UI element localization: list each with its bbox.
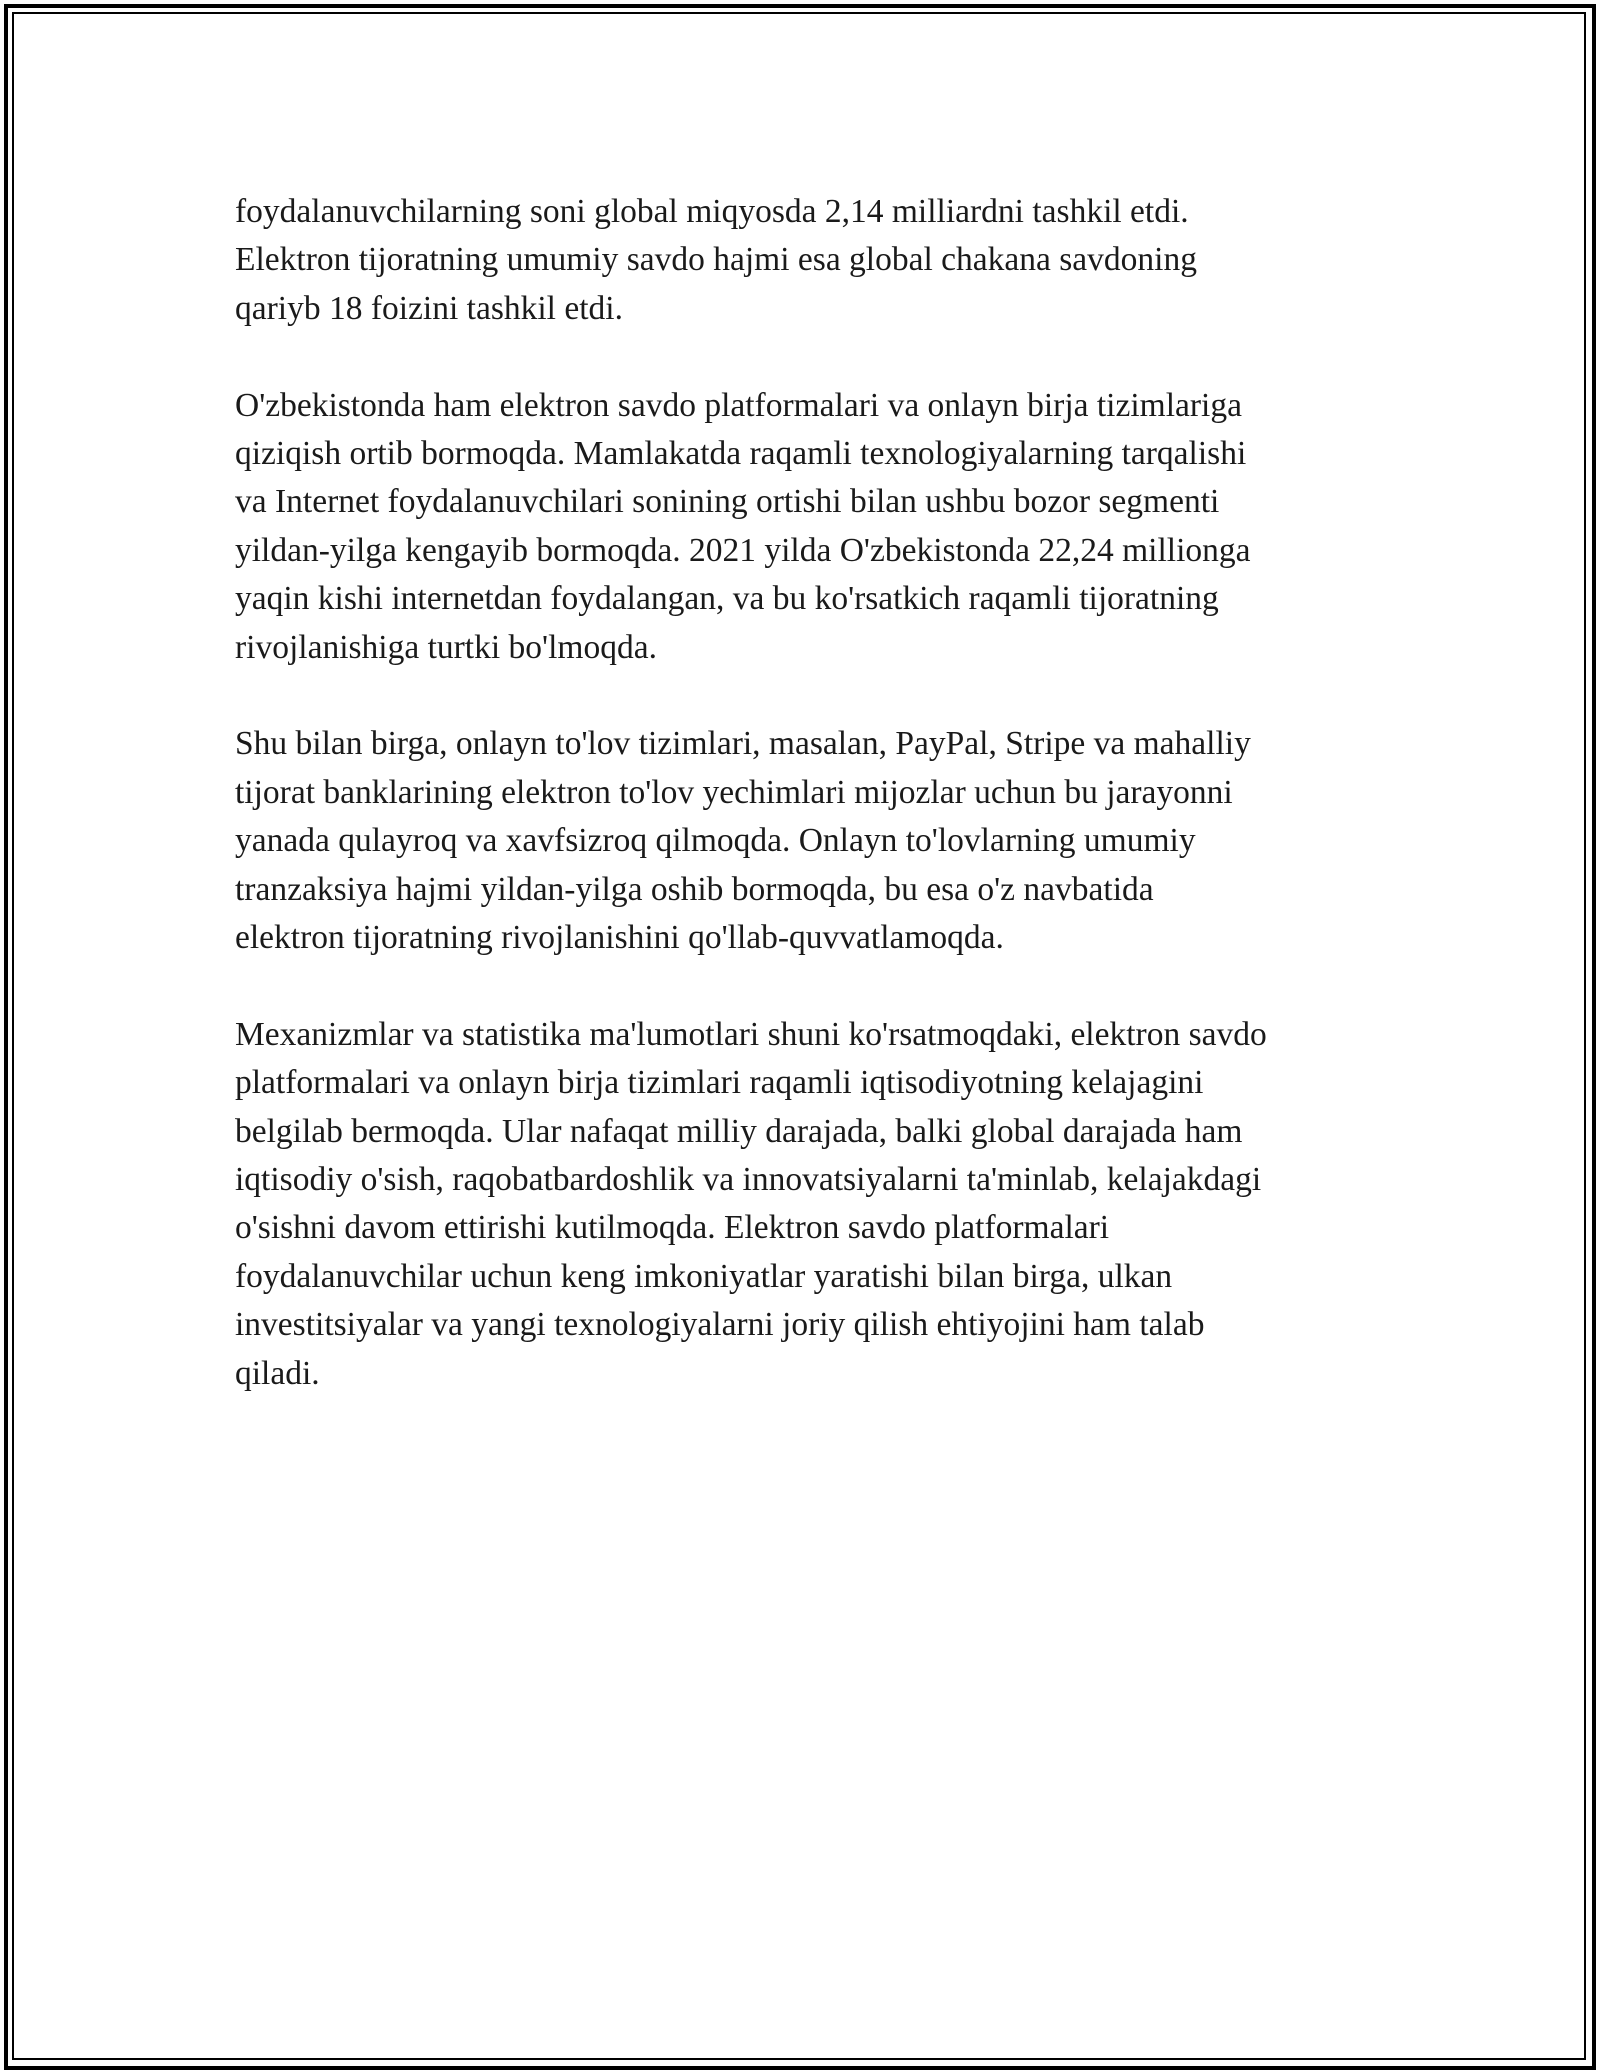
paragraph-2	[235, 382, 1375, 672]
text-line: tranzaksiya hajmi yildan-yilga oshib bormoqda, bu esa o'z navbatida	[235, 870, 1154, 908]
text-line: yaqin kishi internetdan foydalangan, va bu ko'rsatkich raqamli tijoratning	[235, 580, 1219, 618]
text-line: rivojlanishiga turtki bo'lmoqda.	[235, 628, 657, 666]
text-line: qariyb 18 foizini tashkil etdi.	[235, 289, 623, 327]
text-line: foydalanuvchilarning soni global miqyosda 2,14 milliardni tashkil etdi.	[235, 193, 1189, 230]
text-line: tijorat banklarining elektron to'lov yechimlari mijozlar uchun bu jarayonni	[235, 773, 1233, 811]
text-line: qiladi.	[235, 1354, 320, 1392]
text-line: qiziqish ortib bormoqda. Mamlakatda raqamli texnologiyalarning tarqalishi	[235, 435, 1247, 473]
paragraph-3	[235, 720, 1375, 962]
document-body	[235, 188, 1375, 1447]
text-line: o'sishni davom ettirishi kutilmoqda. Elektron savdo platformalari	[235, 1209, 1110, 1247]
text-line: yanada qulayroq va xavfsizroq qilmoqda. Onlayn to'lovlarning umumiy	[235, 822, 1196, 860]
paragraph-1	[235, 188, 1375, 333]
text-line: iqtisodiy o'sish, raqobatbardoshlik va innovatsiyalarni ta'minlab, kelajakdagi	[235, 1161, 1262, 1199]
text-line: Elektron tijoratning umumiy savdo hajmi esa global chakana savdoning	[235, 241, 1197, 279]
text-line: Shu bilan birga, onlayn to'lov tizimlari, masalan, PayPal, Stripe va mahalliy	[235, 725, 1251, 763]
paragraph-4	[235, 1011, 1375, 1398]
text-line: belgilab bermoqda. Ular nafaqat milliy darajada, balki global darajada ham	[235, 1112, 1243, 1150]
text-line: va Internet foydalanuvchilari sonining ortishi bilan ushbu bozor segmenti	[235, 483, 1220, 521]
text-line: yildan-yilga kengayib bormoqda. 2021 yilda O'zbekistonda 22,24 millionga	[235, 531, 1251, 569]
text-line: platformalari va onlayn birja tizimlari raqamli iqtisodiyotning kelajagini	[235, 1064, 1204, 1102]
text-line: foydalanuvchilar uchun keng imkoniyatlar yaratishi bilan birga, ulkan	[235, 1257, 1173, 1295]
text-line: O'zbekistonda ham elektron savdo platformalari va onlayn birja tizimlariga	[235, 386, 1242, 424]
text-line: elektron tijoratning rivojlanishini qo'llab-quvvatlamoqda.	[235, 919, 1004, 957]
text-line: Mexanizmlar va statistika ma'lumotlari shuni ko'rsatmoqdaki, elektron savdo	[235, 1015, 1267, 1053]
text-line: investitsiyalar va yangi texnologiyalarni joriy qilish ehtiyojini ham talab	[235, 1306, 1205, 1344]
